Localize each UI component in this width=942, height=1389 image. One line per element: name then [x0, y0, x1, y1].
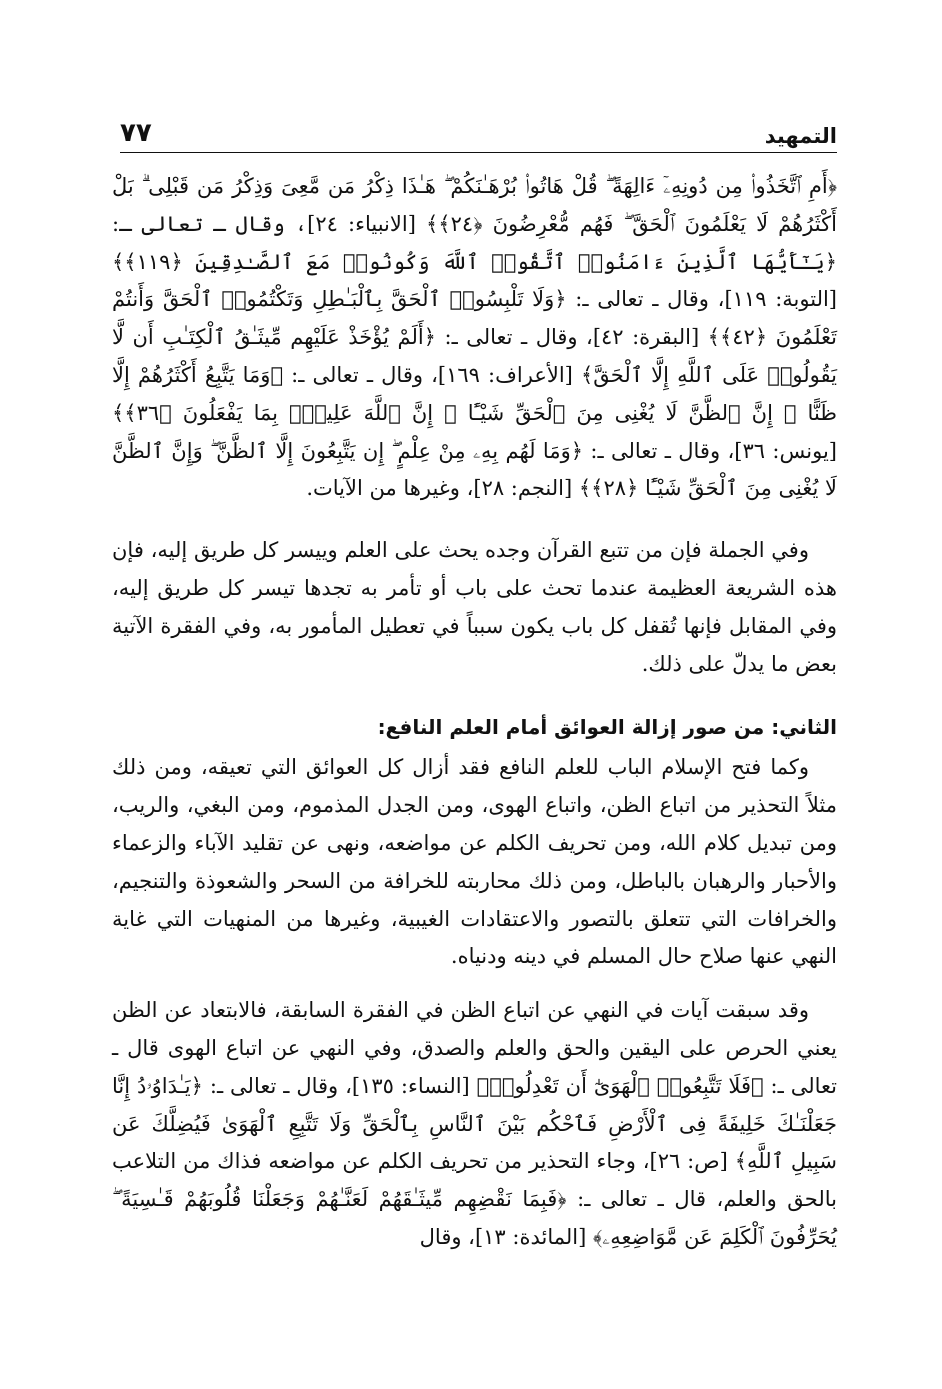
- page-number: ٧٧: [120, 118, 152, 148]
- quran-verses-text: ﴿أَمِ ٱتَّخَذُوا۟ مِن دُونِهِۦٓ ءَالِهَةً ۖ قُلْ هَاتُوا۟ بُرْهَـٰنَكُمْ ۖ هَـٰذَا ذِكْرُ مَن مَّعِىَ وَذِكْرُ مَن قَبْلِى ۗ بَلْ أَكْثَرُهُمْ لَا يَعْلَمُونَ ٱلْحَقَّ ۖ فَهُم مُّعْرِضُونَ ﴿٢٤﴾﴾ [الانبياء: ٢٤]، وقال ـ تعالى ـ: ﴿يَـٰٓأَيُّهَا ٱلَّذِينَ ءَامَنُوا۟ ٱتَّقُوا۟ ٱللَّهَ وَكُونُوا۟ مَعَ ٱلصَّـٰدِقِينَ ﴿١١٩﴾﴾ [التوبة: ١١٩]، وقال ـ تعالى ـ: ﴿وَلَا تَلْبِسُوا۟ ٱلْحَقَّ بِٱلْبَـٰطِلِ وَتَكْتُمُوا۟ ٱلْحَقَّ وَأَنتُمْ تَعْلَمُونَ ﴿٤٢﴾﴾ [البقرة: ٤٢]، وقال ـ تعالى ـ: ﴿أَلَمْ يُؤْخَذْ عَلَيْهِم مِّيثَـٰقُ ٱلْكِتَـٰبِ أَن لَّا يَقُولُوا۟ عَلَى ٱللَّهِ إِلَّا ٱلْحَقَّ﴾ [الأعراف: ١٦٩]، وقال ـ تعالى ـ: ﴿وَمَا يَتَّبِعُ أَكْثَرُهُمْ إِلَّا ظَنًّا ۚ إِنَّ ٱلظَّنَّ لَا يُغْنِى مِنَ ٱلْحَقِّ شَيْـًٔا ۚ إِنَّ ٱللَّهَ عَلِيمٌۢ بِمَا يَفْعَلُونَ ﴿٣٦﴾﴾ [يونس: ٣٦]، وقال ـ تعالى ـ: ﴿وَمَا لَهُم بِهِۦ مِنْ عِلْمٍ ۖ إِن يَتَّبِعُونَ إِلَّا ٱلظَّنَّ ۖ وَإِنَّ ٱلظَّنَّ لَا يُغْنِى مِنَ ٱلْحَقِّ شَيْـًٔا ﴿٢٨﴾﴾ [النجم: ٢٨]، وغيرها من الآيات.: [112, 174, 837, 501]
- desire-warning-paragraph: وقد سبقت آيات في النهي عن اتباع الظن في الفقرة السابقة، فالابتعاد عن الظن يعني الحرص على اليقين والحق والعلم والصدق، وفي النهي عن اتباع الهوى قال ـ تعالى ـ: ﴿فَلَا تَتَّبِعُوا۟ ٱلْهَوَىٰٓ أَن تَعْدِلُوا۟﴾ [النساء: ١٣٥]، وقال ـ تعالى ـ: ﴿يَـٰدَاوُۥدُ إِنَّا جَعَلْنَـٰكَ خَلِيفَةً فِى ٱلْأَرْضِ فَٱحْكُم بَيْنَ ٱلنَّاسِ بِٱلْحَقِّ وَلَا تَتَّبِعِ ٱلْهَوَىٰ فَيُضِلَّكَ عَن سَبِيلِ ٱللَّهِ﴾ [ص: ٢٦]، وجاء التحذير من تحريف الكلم عن مواضعه فذاك من التلاعب بالحق والعلم، قال ـ تعالى ـ: ﴿فَبِمَا نَقْضِهِم مِّيثَـٰقَهُمْ لَعَنَّـٰهُمْ وَجَعَلْنَا قُلُوبَهُمْ قَـٰسِيَةً ۖ يُحَرِّفُونَ ٱلْكَلِمَ عَن مَّوَاضِعِهِۦ﴾ [المائدة: ١٣]، وقال: [112, 998, 838, 1249]
- summary-paragraph: وفي الجملة فإن من تتبع القرآن وجده يحث على العلم وييسر كل طريق إليه، فإن هذه الشريعة العظيمة عندما تحث على باب أو تأمر به تجدها تيسر كل طريق إليه، وفي المقابل فإنها تُقفل كل باب يكون سبباً في تعطيل المأمور به، وفي الفقرة الآتية بعض ما يدلّ على ذلك.: [112, 538, 837, 676]
- obstacles-paragraph: وكما فتح الإسلام الباب للعلم النافع فقد أزال كل العوائق التي تعيقه، ومن ذلك مثلاً التحذير من اتباع الظن، واتباع الهوى، ومن الجدل المذموم، ومن البغي، والريب، ومن تبديل كلام الله، ومن تحريف الكلم عن مواضعه، ونهى عن تقليد الآباء والزعماء والأحبار والرهبان بالباطل، ومن ذلك محاربته للخرافة من السحر والشعوذة والتنجيم، والخرافات التي تتعلق بالتصور والاعتقادات الغيبية، وغيرها من المنهيات التي غاية النهي عنها صلاح حال المسلم في دينه ودنياه.: [112, 755, 837, 969]
- quran-verses-paragraph: [112, 168, 837, 508]
- page-body: [112, 168, 837, 1257]
- chapter-title: التمهيد: [764, 124, 837, 148]
- page-header: [120, 112, 837, 153]
- section-heading: الثاني: من صور إزالة العوائق أمام العلم النافع:: [377, 715, 837, 740]
